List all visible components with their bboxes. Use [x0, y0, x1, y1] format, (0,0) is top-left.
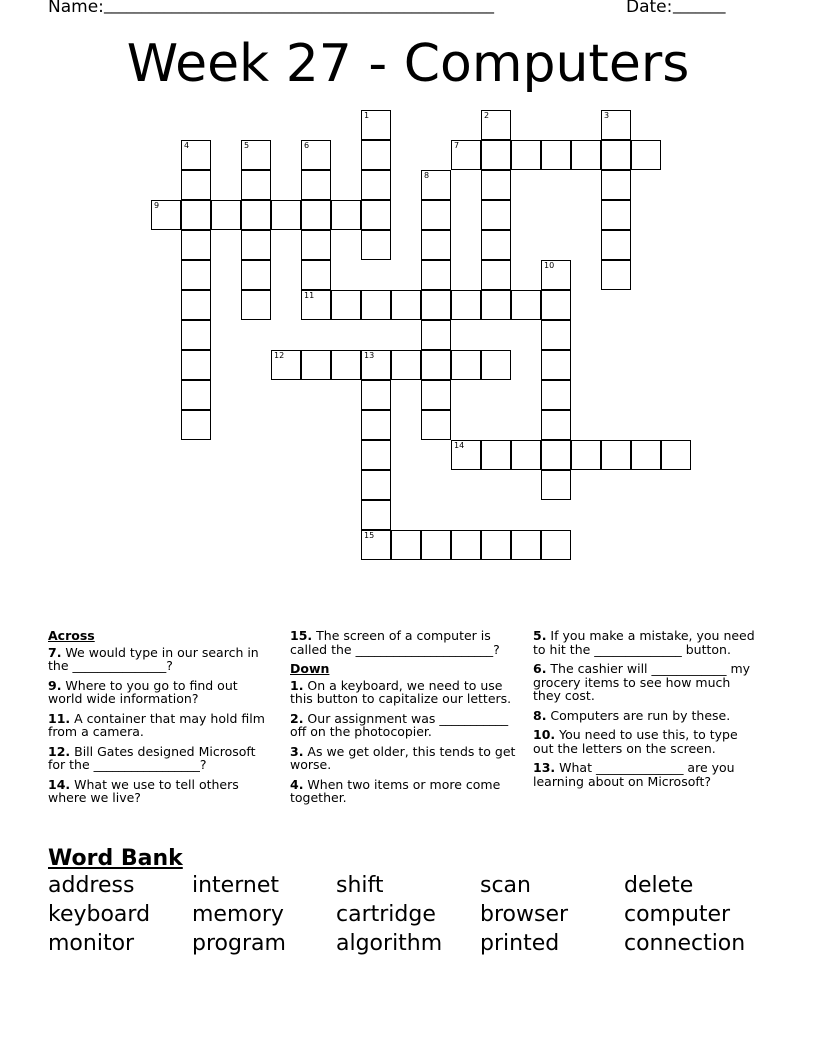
grid-cell[interactable] — [451, 530, 481, 560]
grid-cell[interactable] — [361, 110, 391, 140]
grid-cell[interactable] — [361, 470, 391, 500]
clue-across-11: 11. A container that may hold film from a camera. — [48, 710, 265, 739]
grid-cell[interactable] — [181, 230, 211, 260]
grid-cell[interactable] — [241, 260, 271, 290]
grid-cell[interactable] — [601, 110, 631, 140]
clue-number: 3 — [604, 111, 610, 120]
grid-cell[interactable] — [451, 290, 481, 320]
grid-cell[interactable] — [301, 170, 331, 200]
word-bank-item: printed — [480, 931, 560, 956]
word-bank-item: scan — [480, 873, 531, 898]
grid-cell[interactable] — [631, 440, 661, 470]
grid-cell[interactable] — [601, 440, 631, 470]
word-bank-item: keyboard — [48, 902, 151, 927]
word-bank-item: connection — [624, 931, 746, 956]
grid-cell[interactable] — [241, 140, 271, 170]
grid-cell[interactable] — [181, 350, 211, 380]
grid-cell[interactable] — [151, 200, 181, 230]
clue-number: 14 — [454, 441, 465, 450]
grid-cell[interactable] — [241, 200, 271, 230]
grid-cell[interactable] — [181, 290, 211, 320]
clue-across-7: 7. We would type in our search in the _______________? — [48, 644, 259, 673]
grid-cell[interactable] — [541, 260, 571, 290]
grid-cell[interactable] — [391, 350, 421, 380]
clue-down-6: 6. The cashier will ____________ my grocery items to see how much they cost. — [533, 661, 751, 703]
name-label: Name: — [48, 0, 104, 17]
word-bank-item: algorithm — [336, 931, 443, 956]
grid-cell[interactable] — [601, 260, 631, 290]
grid-cell[interactable] — [481, 440, 511, 470]
word-bank-item: computer — [624, 902, 731, 927]
grid-cell[interactable] — [301, 350, 331, 380]
down-heading: Down — [290, 661, 330, 676]
grid-cell[interactable] — [361, 230, 391, 260]
grid-cell[interactable] — [571, 440, 601, 470]
grid-cell[interactable] — [481, 170, 511, 200]
grid-cell[interactable] — [421, 170, 451, 200]
grid-cell[interactable] — [541, 290, 571, 320]
grid-cell[interactable] — [541, 140, 571, 170]
grid-cell[interactable] — [601, 170, 631, 200]
grid-cell[interactable] — [481, 110, 511, 140]
date-label: Date: — [626, 0, 673, 17]
grid-cell[interactable] — [451, 140, 481, 170]
grid-cell[interactable] — [241, 170, 271, 200]
clue-across-15: 15. The screen of a computer is called the ______________________? — [290, 628, 500, 657]
grid-cell[interactable] — [511, 290, 541, 320]
grid-cell[interactable] — [511, 530, 541, 560]
grid-cell[interactable] — [421, 350, 451, 380]
grid-cell[interactable] — [361, 200, 391, 230]
grid-cell[interactable] — [481, 530, 511, 560]
grid-cell[interactable] — [511, 440, 541, 470]
grid-cell[interactable] — [181, 320, 211, 350]
grid-cell[interactable] — [301, 200, 331, 230]
grid-cell[interactable] — [421, 260, 451, 290]
grid-cell[interactable] — [481, 140, 511, 170]
clue-across-9: 9. Where to you go to find out world wide information? — [48, 677, 238, 706]
grid-cell[interactable] — [181, 410, 211, 440]
clue-down-2: 2. Our assignment was ___________ off on the photocopier. — [290, 710, 509, 739]
clue-number: 12 — [274, 351, 285, 360]
word-bank-item: program — [192, 931, 286, 956]
grid-cell[interactable] — [541, 350, 571, 380]
grid-cell[interactable] — [241, 290, 271, 320]
grid-cell[interactable] — [391, 530, 421, 560]
grid-cell[interactable] — [601, 230, 631, 260]
grid-cell[interactable] — [301, 140, 331, 170]
grid-cell[interactable] — [181, 170, 211, 200]
word-bank-item: address — [48, 873, 135, 898]
grid-cell[interactable] — [421, 320, 451, 350]
grid-cell[interactable] — [541, 470, 571, 500]
clue-number: 10 — [544, 261, 555, 270]
clue-number: 13 — [364, 351, 375, 360]
grid-cell[interactable] — [181, 200, 211, 230]
grid-cell[interactable] — [241, 230, 271, 260]
grid-cell[interactable] — [481, 260, 511, 290]
clue-across-14: 14. What we use to tell others where we live? — [48, 776, 239, 805]
word-bank-item: shift — [336, 873, 384, 898]
grid-cell[interactable] — [421, 200, 451, 230]
clues-col-2 — [290, 629, 522, 811]
grid-cell[interactable] — [421, 380, 451, 410]
clue-down-13: 13. What ______________ are you learning about on Microsoft? — [533, 760, 735, 789]
clue-number: 8 — [424, 171, 430, 180]
clue-number: 4 — [184, 141, 190, 150]
word-bank-item: internet — [192, 873, 279, 898]
clue-number: 9 — [154, 201, 160, 210]
grid-cell[interactable] — [361, 440, 391, 470]
clue-number: 11 — [304, 291, 315, 300]
grid-cell[interactable] — [181, 380, 211, 410]
across-heading: Across — [48, 628, 95, 643]
grid-cell[interactable] — [301, 260, 331, 290]
word-bank — [48, 872, 768, 958]
grid-cell[interactable] — [331, 200, 361, 230]
grid-cell[interactable] — [361, 170, 391, 200]
grid-cell[interactable] — [541, 530, 571, 560]
grid-cell[interactable] — [211, 200, 241, 230]
grid-cell[interactable] — [361, 410, 391, 440]
word-bank-item: cartridge — [336, 902, 436, 927]
grid-cell[interactable] — [421, 530, 451, 560]
word-bank-item: delete — [624, 873, 694, 898]
grid-cell[interactable] — [391, 290, 421, 320]
clue-number: 6 — [304, 141, 310, 150]
grid-cell[interactable] — [601, 200, 631, 230]
word-bank-item: monitor — [48, 931, 135, 956]
grid-cell[interactable] — [331, 350, 361, 380]
grid-cell[interactable] — [361, 140, 391, 170]
clue-number: 5 — [244, 141, 250, 150]
clue-number: 7 — [454, 141, 460, 150]
clue-down-4: 4. When two items or more come together. — [290, 776, 501, 805]
grid-cell[interactable] — [361, 530, 391, 560]
grid-cell[interactable] — [181, 260, 211, 290]
name-line[interactable]: ____________________________________________________ — [104, 0, 494, 14]
word-bank-item: browser — [480, 902, 569, 927]
grid-cell[interactable] — [361, 380, 391, 410]
grid-cell[interactable] — [631, 140, 661, 170]
grid-cell[interactable] — [571, 140, 601, 170]
grid-cell[interactable] — [601, 140, 631, 170]
clues-col-3 — [533, 629, 761, 794]
grid-cell[interactable] — [481, 290, 511, 320]
clue-number: 1 — [364, 111, 370, 120]
clue-down-5: 5. If you make a mistake, you need to hit the ______________ button. — [533, 628, 755, 657]
date-line[interactable]: _______ — [673, 0, 726, 14]
grid-cell[interactable] — [271, 200, 301, 230]
grid-cell[interactable] — [481, 350, 511, 380]
grid-cell[interactable] — [301, 290, 331, 320]
grid-cell[interactable] — [271, 350, 301, 380]
grid-cell[interactable] — [511, 140, 541, 170]
grid-cell[interactable] — [541, 380, 571, 410]
clue-across-12: 12. Bill Gates designed Microsoft for the _________________? — [48, 743, 256, 772]
grid-cell[interactable] — [361, 500, 391, 530]
grid-cell[interactable] — [661, 440, 691, 470]
clue-down-3: 3. As we get older, this tends to get worse. — [290, 743, 516, 772]
page-title: Week 27 - Computers — [126, 34, 690, 94]
grid-cell[interactable] — [451, 350, 481, 380]
clue-number: 15 — [364, 531, 375, 540]
clue-down-8: 8. Computers are run by these. — [533, 707, 731, 723]
grid-cell[interactable] — [181, 140, 211, 170]
clues-col-1 — [48, 629, 273, 811]
clue-down-1: 1. On a keyboard, we need to use this button to capitalize our letters. — [290, 677, 512, 706]
grid-cell[interactable] — [481, 200, 511, 230]
grid-cell[interactable] — [541, 320, 571, 350]
grid-cell[interactable] — [541, 440, 571, 470]
grid-cell[interactable] — [361, 350, 391, 380]
grid-cell[interactable] — [421, 410, 451, 440]
grid-cell[interactable] — [451, 440, 481, 470]
clue-down-10: 10. You need to use this, to type out the letters on the screen. — [533, 727, 738, 756]
word-bank-heading: Word Bank — [48, 846, 183, 871]
grid-cell[interactable] — [481, 230, 511, 260]
grid-cell[interactable] — [331, 290, 361, 320]
grid-cell[interactable] — [361, 290, 391, 320]
grid-cell[interactable] — [421, 290, 451, 320]
grid-cell[interactable] — [301, 230, 331, 260]
grid-cell[interactable] — [421, 230, 451, 260]
grid-cell[interactable] — [541, 410, 571, 440]
word-bank-item: memory — [192, 902, 284, 927]
clue-number: 2 — [484, 111, 490, 120]
